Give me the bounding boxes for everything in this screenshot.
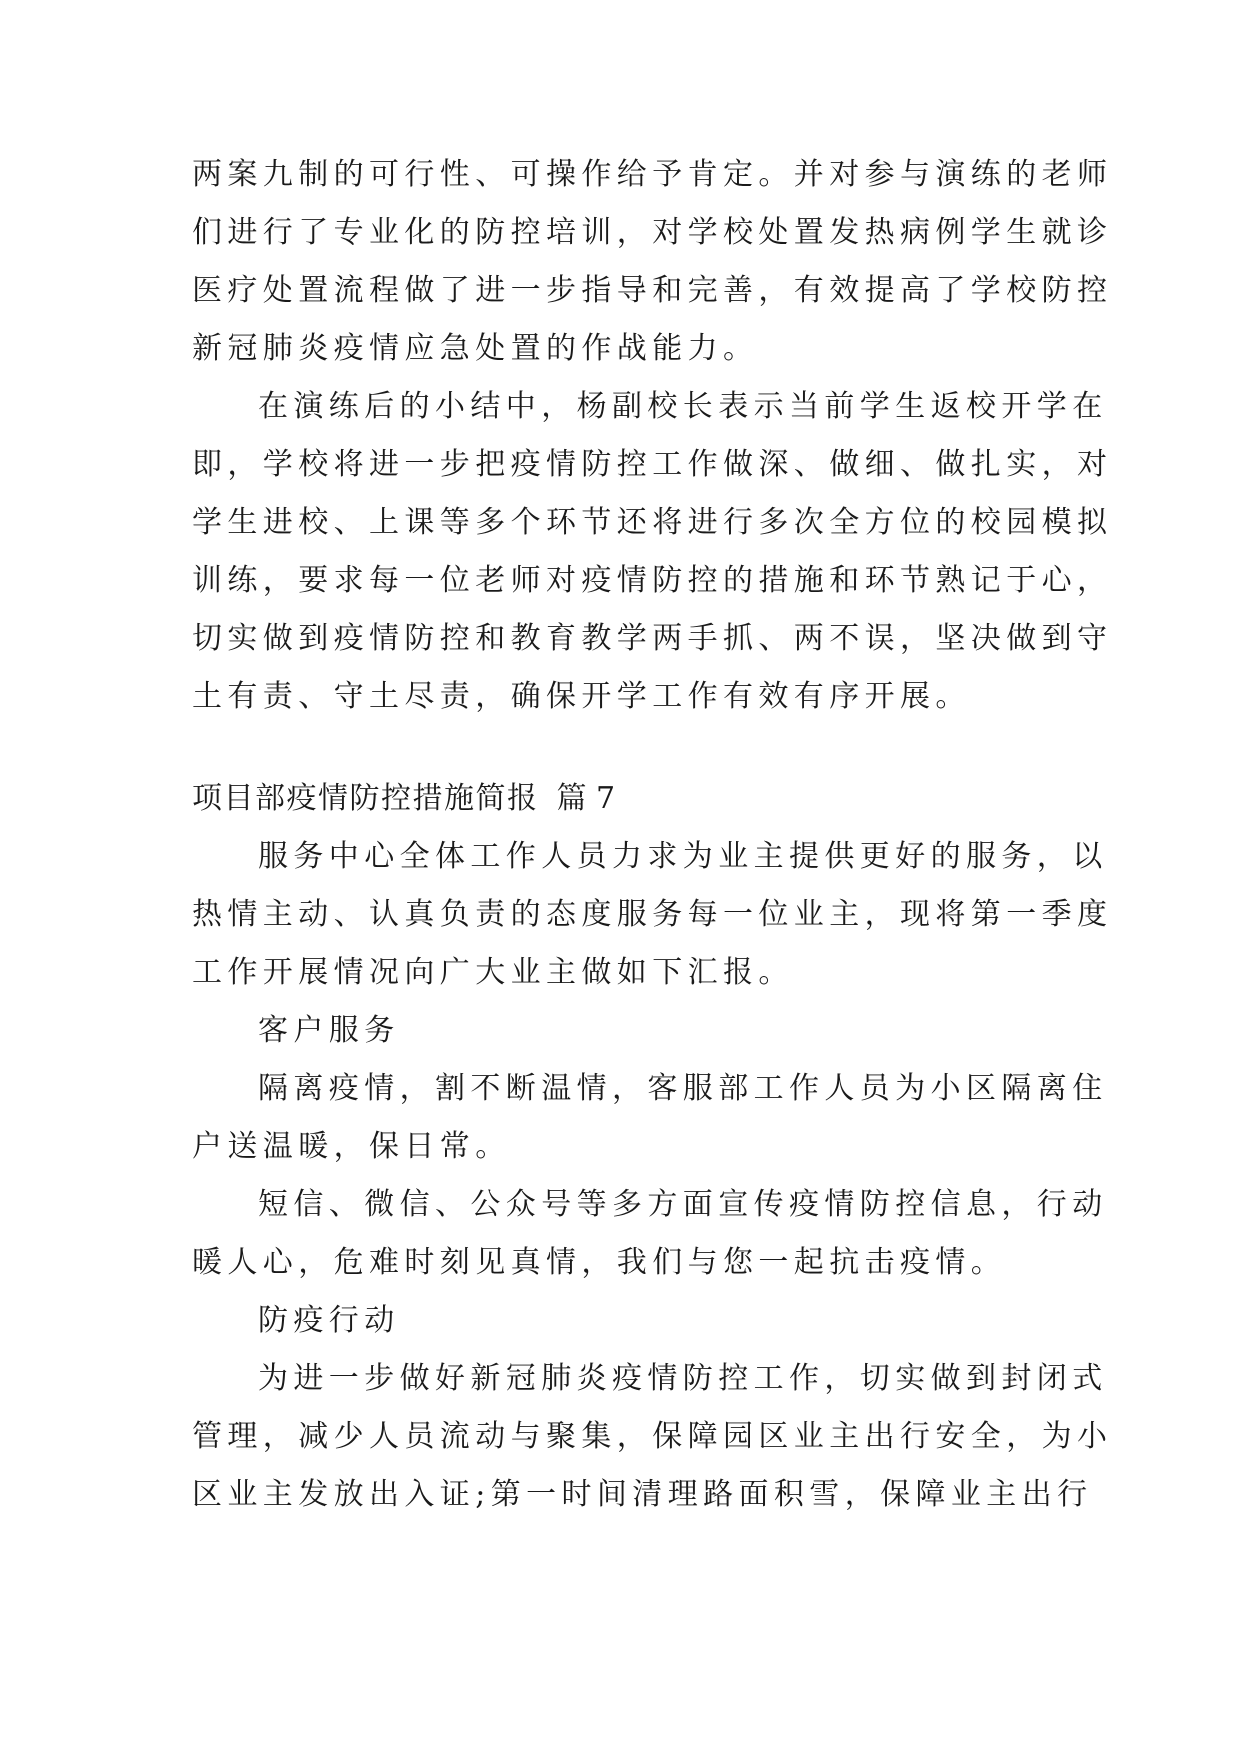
paragraph-2 [192, 378, 1113, 726]
text-line: 为进一步做好新冠肺炎疫情防控工作，切实做到封闭式 [258, 1361, 1108, 1396]
section-heading [192, 770, 1052, 828]
text-line: 隔离疫情，割不断温情，客服部工作人员为小区隔离住 [258, 1071, 1108, 1106]
text-line: 户送温暖，保日常。 [192, 1129, 511, 1164]
text-line: 土有责、守土尽责，确保开学工作有效有序开展。 [192, 679, 971, 714]
text-line: 工作开展情况向广大业主做如下汇报。 [192, 955, 794, 990]
text-line: 区业主发放出入证;第一时间清理路面积雪，保障业主出行 [192, 1477, 1093, 1512]
text-line: 切实做到疫情防控和教育教学两手抓、两不误，坚决做到守 [192, 621, 1113, 656]
paragraph-1 [192, 146, 1113, 378]
paragraph-3 [192, 828, 1113, 1002]
text-line: 训练，要求每一位老师对疫情防控的措施和环节熟记于心， [192, 563, 1113, 598]
text-line: 服务中心全体工作人员力求为业主提供更好的服务，以 [258, 839, 1108, 874]
section-heading-number: 篇 7 [556, 781, 616, 816]
text-line: 热情主动、认真负责的态度服务每一位业主，现将第一季度 [192, 897, 1113, 932]
paragraph-4 [192, 1060, 1108, 1176]
text-line: 学生进校、上课等多个环节还将进行多次全方位的校园模拟 [192, 505, 1113, 540]
subheading-customer-service: 客户服务 [258, 1013, 400, 1048]
paragraph-6 [192, 1350, 1113, 1524]
text-line: 在演练后的小结中，杨副校长表示当前学生返校开学在 [258, 389, 1108, 424]
section-heading-title: 项目部疫情防控措施简报 [192, 781, 539, 816]
document-page [192, 146, 1113, 1524]
text-line: 短信、微信、公众号等多方面宣传疫情防控信息，行动 [258, 1187, 1108, 1222]
section-gap [192, 726, 1052, 770]
text-line: 新冠肺炎疫情应急处置的作战能力。 [192, 331, 759, 366]
text-line: 管理，减少人员流动与聚集，保障园区业主出行安全，为小 [192, 1419, 1113, 1454]
text-line: 即，学校将进一步把疫情防控工作做深、做细、做扎实，对 [192, 447, 1113, 482]
text-line: 两案九制的可行性、可操作给予肯定。并对参与演练的老师 [192, 157, 1113, 192]
subheading-epidemic-action: 防疫行动 [258, 1303, 400, 1338]
text-line: 暖人心，危难时刻见真情，我们与您一起抗击疫情。 [192, 1245, 1007, 1280]
paragraph-5 [192, 1176, 1108, 1292]
text-line: 们进行了专业化的防控培训，对学校处置发热病例学生就诊 [192, 215, 1113, 250]
text-line: 医疗处置流程做了进一步指导和完善，有效提高了学校防控 [192, 273, 1113, 308]
